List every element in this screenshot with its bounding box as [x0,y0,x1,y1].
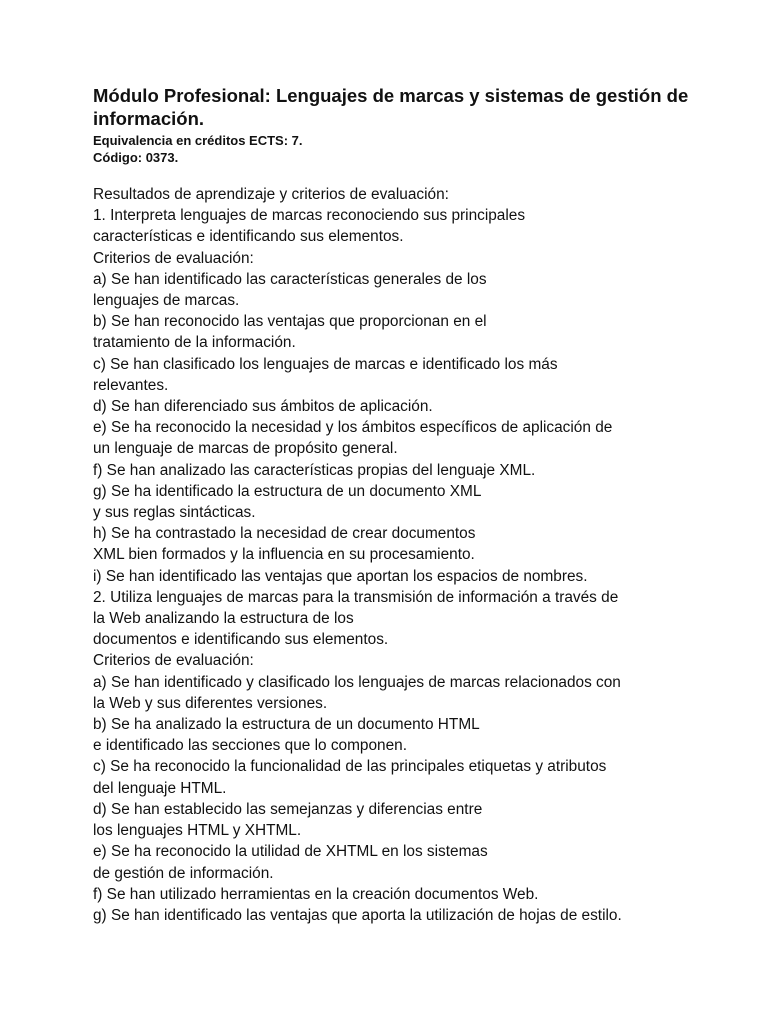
text-line: d) Se han diferenciado sus ámbitos de aplicación. [93,398,433,416]
text-line: la Web analizando la estructura de los [93,610,354,628]
text-line: los lenguajes HTML y XHTML. [93,822,302,840]
text-line: i) Se han identificado las ventajas que aportan los espacios de nombres. [93,567,588,585]
document-page [93,84,689,926]
text-line: a) Se han identificado y clasificado los lenguajes de marcas relacionados con [93,673,621,691]
text-line: f) Se han utilizado herramientas en la creación documentos Web. [93,885,539,903]
text-line: b) Se ha analizado la estructura de un documento HTML [93,716,480,734]
ects-credits: Equivalencia en créditos ECTS: 7. [93,133,303,148]
text-line: e identificado las secciones que lo componen. [93,737,407,755]
text-line: f) Se han analizado las características propias del lenguaje XML. [93,461,536,479]
text-line: 1. Interpreta lenguajes de marcas reconociendo sus principales [93,207,526,225]
text-line: características e identificando sus elementos. [93,228,404,246]
text-line: d) Se han establecido las semejanzas y diferencias entre [93,800,483,818]
text-line: Resultados de aprendizaje y criterios de evaluación: [93,186,449,203]
text-line: lenguajes de marcas. [93,292,240,310]
text-line: a) Se han identificado las características generales de los [93,270,487,288]
text-line: g) Se han identificado las ventajas que aporta la utilización de hojas de estilo. [93,906,622,924]
text-line: la Web y sus diferentes versiones. [93,694,328,712]
text-line: c) Se han clasificado los lenguajes de marcas e identificado los más [93,355,558,373]
text-line: c) Se ha reconocido la funcionalidad de las principales etiquetas y atributos [93,758,607,776]
text-line: Criterios de evaluación: [93,652,254,670]
text-line: 2. Utiliza lenguajes de marcas para la transmisión de información a través de [93,588,619,606]
text-line: XML bien formados y la influencia en su procesamiento. [93,546,475,564]
text-line: de gestión de información. [93,864,274,882]
text-line: tratamiento de la información. [93,334,296,352]
text-line: del lenguaje HTML. [93,779,227,797]
text-line: e) Se ha reconocido la necesidad y los ámbitos específicos de aplicación de [93,419,613,437]
text-line: Criterios de evaluación: [93,249,254,267]
text-line: e) Se ha reconocido la utilidad de XHTML en los sistemas [93,843,488,861]
text-line: un lenguaje de marcas de propósito general. [93,440,398,458]
text-line: y sus reglas sintácticas. [93,504,256,522]
text-line: h) Se ha contrastado la necesidad de crear documentos [93,525,476,543]
text-line: g) Se ha identificado la estructura de un documento XML [93,482,482,500]
document-title [93,84,689,130]
title-line: Módulo Profesional: Lenguajes de marcas y sistemas de gestión de [93,85,689,106]
module-code: Código: 0373. [93,150,179,165]
text-line: b) Se han reconocido las ventajas que proporcionan en el [93,313,487,331]
text-line: documentos e identificando sus elementos. [93,631,389,649]
title-line: información. [93,108,205,129]
learning-outcomes-text [93,184,683,926]
text-line: relevantes. [93,376,169,394]
